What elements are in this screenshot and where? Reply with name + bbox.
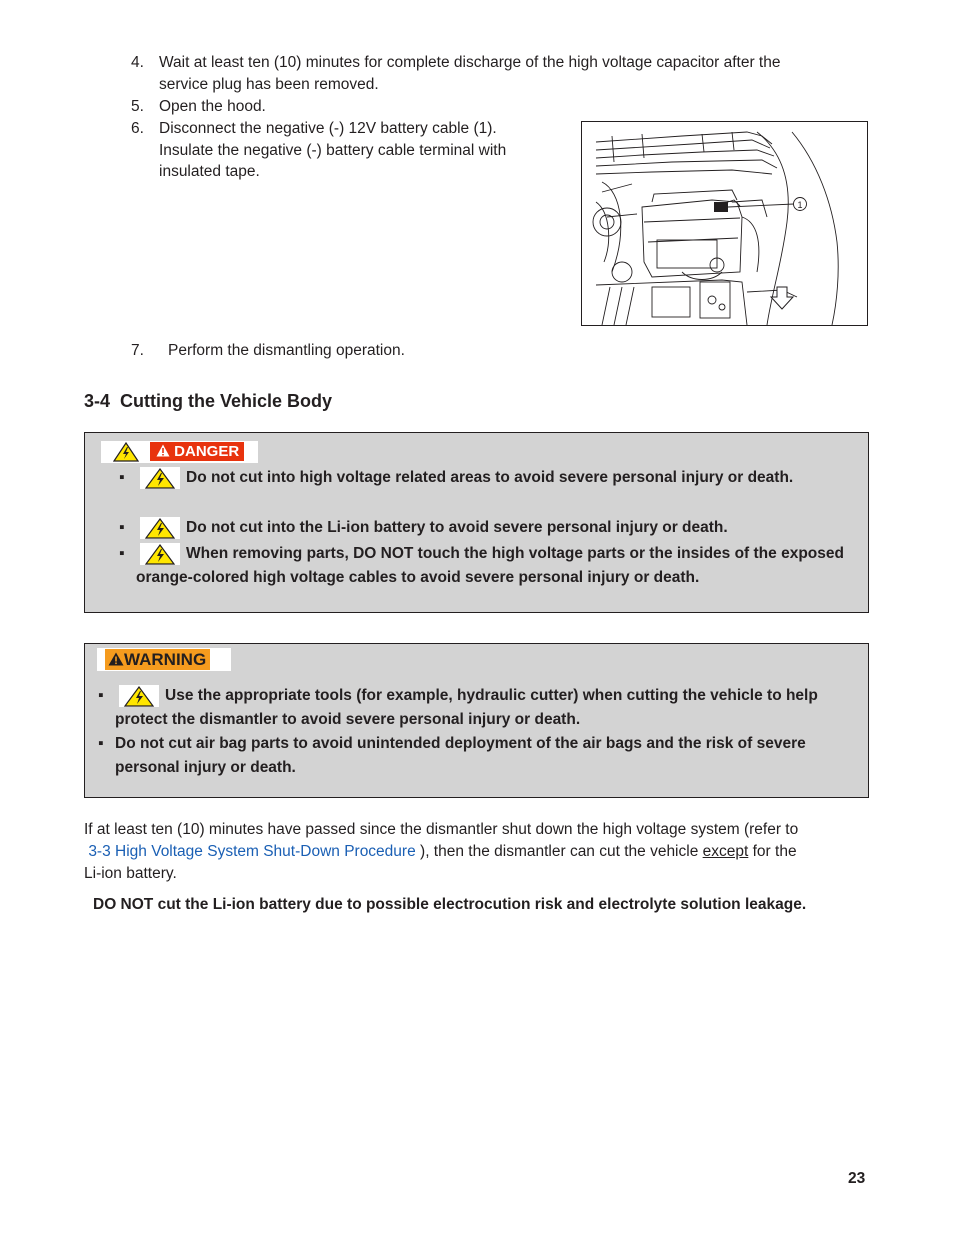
high-voltage-icon (140, 543, 180, 565)
warning-item-text: Do not cut air bag parts to avoid unintended deployment of the air bags and the risk of severe personal injury or death. (115, 735, 806, 776)
engine-bay-figure (581, 121, 868, 326)
warning-item-1: ▪ Use the appropriate tools (for example, hydraulic cutter) when cutting the vehicle to help protect the dismantler to avoid severe personal injury or death. (98, 684, 858, 732)
danger-item-text: When removing parts, DO NOT touch the high voltage parts or the insides of the exposed orange-colored high voltage cables to avoid severe personal injury or death. (136, 545, 844, 586)
step-5 (131, 96, 531, 118)
step-7 (131, 340, 631, 362)
step-number: 6. (131, 120, 144, 137)
warning-item-2: ▪ Do not cut air bag parts to avoid unintended deployment of the air bags and the risk of severe personal injury or death. (98, 735, 806, 776)
danger-label (150, 442, 244, 461)
body-text: Li-ion battery. (84, 865, 177, 882)
body-paragraph-2 (84, 894, 844, 916)
alert-triangle-icon (156, 444, 170, 457)
step-text: Wait at least ten (10) minutes for complete discharge of the high voltage capacitor after the service plug has been removed. (159, 54, 781, 93)
step-text: Perform the dismantling operation. (168, 342, 405, 359)
section-title: Cutting the Vehicle Body (120, 391, 333, 411)
danger-label-text: DANGER (174, 443, 240, 460)
procedure-link[interactable]: 3-3 High Voltage System Shut-Down Procedure (88, 843, 416, 860)
warning-item-text: Use the appropriate tools (for example, hydraulic cutter) when cutting the vehicle to help protect the dismantler to avoid severe personal injury or death. (115, 687, 818, 728)
alert-triangle-icon (108, 652, 124, 666)
figure-callout-1: 1 (797, 200, 803, 210)
body-text: If at least ten (10) minutes have passed since the dismantler shut down the high voltage system (refer to (84, 821, 799, 838)
section-heading (84, 391, 332, 412)
high-voltage-icon (140, 467, 180, 489)
danger-item-1: ▪ Do not cut into high voltage related areas to avoid severe personal injury or death. (119, 466, 829, 490)
high-voltage-icon (140, 517, 180, 539)
danger-item-text: Do not cut into high voltage related areas to avoid severe personal injury or death. (186, 469, 794, 486)
warning-label-text: WARNING (124, 650, 207, 669)
step-number: 7. (131, 342, 144, 359)
high-voltage-icon (113, 442, 139, 462)
except-emphasis: except (702, 843, 749, 860)
step-6 (131, 118, 531, 183)
step-number: 5. (131, 98, 144, 115)
danger-item-text: Do not cut into the Li-ion battery to avoid severe personal injury or death. (186, 519, 728, 536)
step-4 (131, 52, 831, 95)
body-paragraph-1 (84, 819, 864, 885)
step-number: 4. (131, 54, 144, 71)
page-number: 23 (848, 1170, 866, 1187)
section-number: 3-4 (84, 391, 111, 411)
danger-item-2: ▪ Do not cut into the Li-ion battery to avoid severe personal injury or death. (119, 516, 829, 540)
body-text: for the (752, 843, 797, 860)
danger-badge (101, 441, 258, 463)
engine-bay-drawing (582, 122, 867, 325)
warning-box (84, 643, 869, 798)
warning-statement: DO NOT cut the Li-ion battery due to possible electrocution risk and electrolyte solution leakage. (93, 896, 807, 913)
high-voltage-icon (119, 685, 159, 707)
step-text: Open the hood. (159, 98, 266, 115)
warning-badge (97, 648, 231, 671)
step-text: Disconnect the negative (-) 12V battery cable (1). Insulate the negative (-) battery cable terminal with insulated tape. (159, 120, 507, 180)
danger-item-3: ▪ When removing parts, DO NOT touch the high voltage parts or the insides of the exposed orange-colored high voltage cables to avoid severe personal injury or death. (119, 542, 844, 590)
danger-box (84, 432, 869, 613)
warning-label (105, 649, 210, 670)
body-text: ), then the dismantler can cut the vehicle (420, 843, 699, 860)
